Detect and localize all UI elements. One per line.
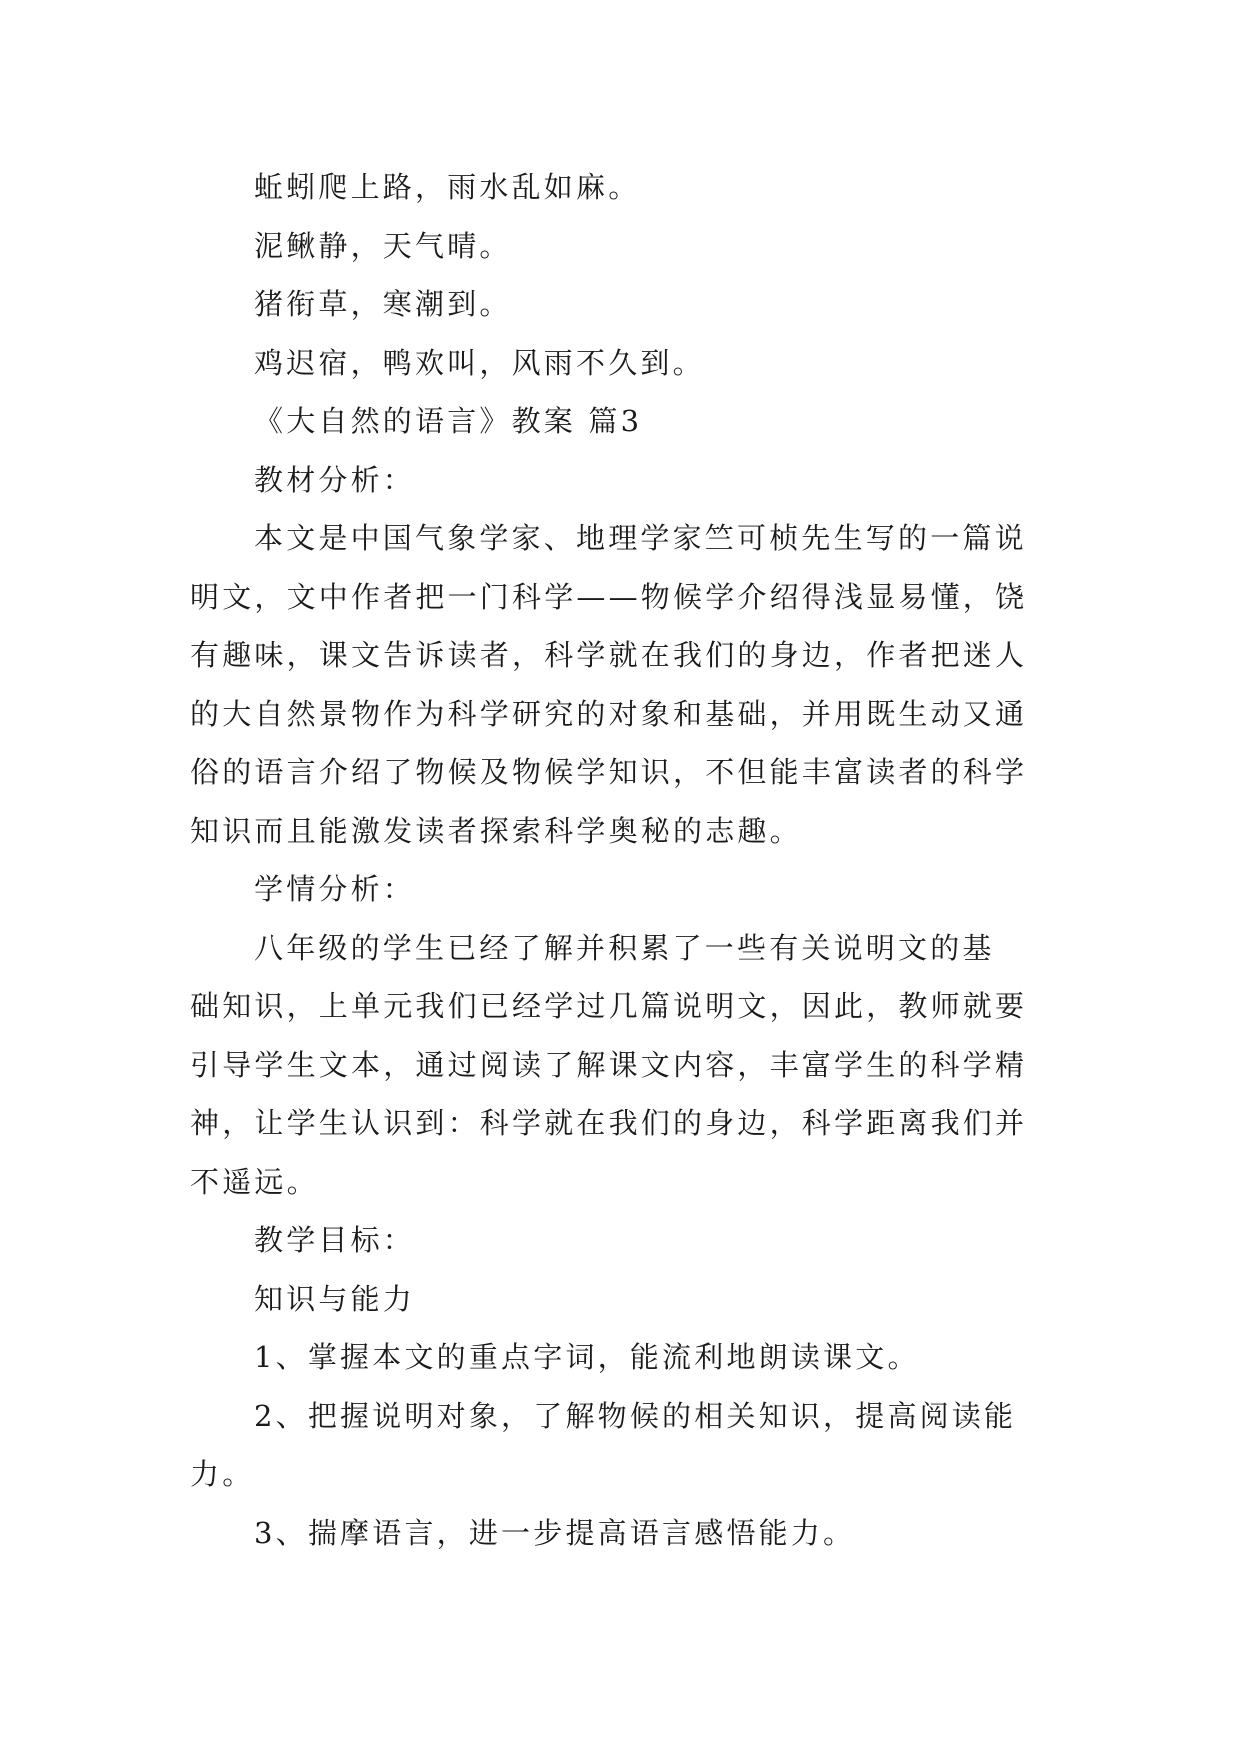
section-heading: 学情分析： bbox=[254, 872, 416, 906]
paragraph-line: 的大自然景物作为科学研究的对象和基础，并用既生动又通 bbox=[190, 696, 1028, 731]
paragraph-line: 不遥远。 bbox=[190, 1164, 319, 1199]
paragraph-line: 俗的语言介绍了物候及物候学知识，不但能丰富读者的科学 bbox=[190, 755, 1028, 789]
paragraph-line: 引导学生文本，通过阅读了解课文内容，丰富学生的科学精 bbox=[190, 1047, 1028, 1082]
section-heading: 教材分析： bbox=[254, 462, 416, 497]
proverb-line: 鸡迟宿，鸭欢叫，风雨不久到。 bbox=[254, 345, 705, 380]
proverb-line: 猪衔草，寒潮到。 bbox=[254, 287, 512, 321]
section-heading: 教学目标： bbox=[254, 1223, 416, 1257]
list-item: 2、把握说明对象，了解物候的相关知识，提高阅读能 bbox=[254, 1398, 1017, 1433]
proverb-line: 泥鳅静，天气晴。 bbox=[254, 228, 512, 263]
paragraph-line: 本文是中国气象学家、地理学家竺可桢先生写的一篇说 bbox=[254, 521, 1027, 555]
paragraph-line: 础知识，上单元我们已经学过几篇说明文，因此，教师就要 bbox=[190, 989, 1028, 1023]
list-item: 1、掌握本文的重点字词，能流利地朗读课文。 bbox=[254, 1340, 920, 1374]
paragraph-line: 明文，文中作者把一门科学——物候学介绍得浅显易懂，饶 bbox=[190, 579, 1028, 614]
subsection-heading: 知识与能力 bbox=[254, 1281, 416, 1316]
paragraph-line: 知识而且能激发读者探索科学奥秘的志趣。 bbox=[190, 813, 802, 848]
document-page bbox=[190, 158, 1052, 1562]
paragraph-line: 神，让学生认识到：科学就在我们的身边，科学距离我们并 bbox=[190, 1106, 1028, 1140]
proverb-line: 蚯蚓爬上路，雨水乱如麻。 bbox=[254, 170, 641, 204]
paragraph-line: 有趣味，课文告诉读者，科学就在我们的身边，作者把迷人 bbox=[190, 638, 1028, 672]
section-title: 《大自然的语言》教案 篇3 bbox=[254, 404, 643, 438]
list-item: 3、揣摩语言，进一步提高语言感悟能力。 bbox=[254, 1515, 856, 1550]
list-item-continuation: 力。 bbox=[190, 1457, 255, 1491]
paragraph-line: 八年级的学生已经了解并积累了一些有关说明文的基 bbox=[254, 930, 995, 965]
